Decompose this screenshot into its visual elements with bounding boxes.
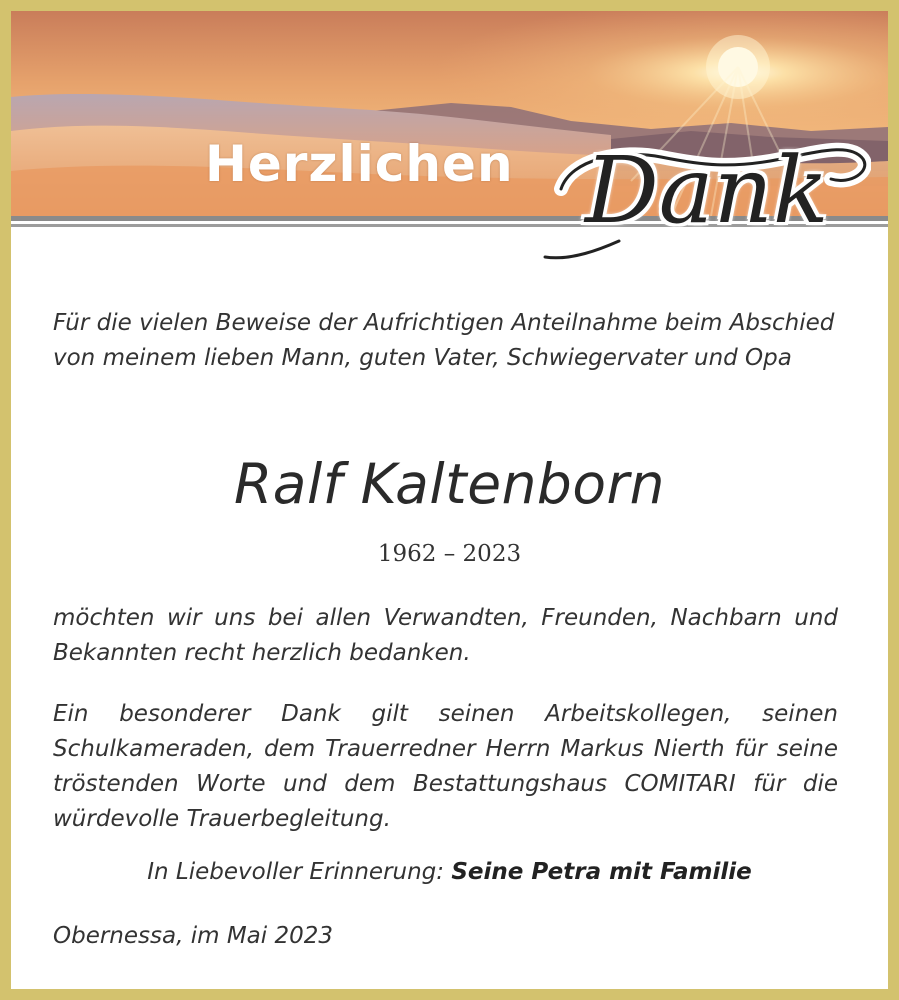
memory-signature: Seine Petra mit Familie [451,859,752,885]
heading-dank: Dank [585,137,829,244]
memory-line [11,859,888,885]
thanks-paragraph: möchten wir uns bei allen Verwandten, Freunden, Nachbarn und Bekannten recht herzlich bedanken. [53,605,838,666]
deceased-name: Ralf Kaltenborn [234,452,665,516]
heading-herzlichen: Herzlichen [205,135,514,193]
place-date: Obernessa, im Mai 2023 [53,923,333,949]
heading-dank-group [531,129,871,279]
intro-paragraph: Für die vielen Beweise der Aufrichtigen Anteilnahme beim Abschied von meinem lieben Mann, guten Vater, Schwiegervater und Opa [53,310,835,371]
life-years: 1962 – 2023 [377,541,522,567]
special-thanks-paragraph: Ein besonderer Dank gilt seinen Arbeitskollegen, seinen Schulkameraden, dem Trauerredner Herrn Markus Nierth für seine tröstenden Worte und dem Bestattungshaus COMITARI für die würdevolle Trauerbegleitung. [53,701,838,832]
memory-label: In Liebevoller Erinnerung: [147,859,445,885]
